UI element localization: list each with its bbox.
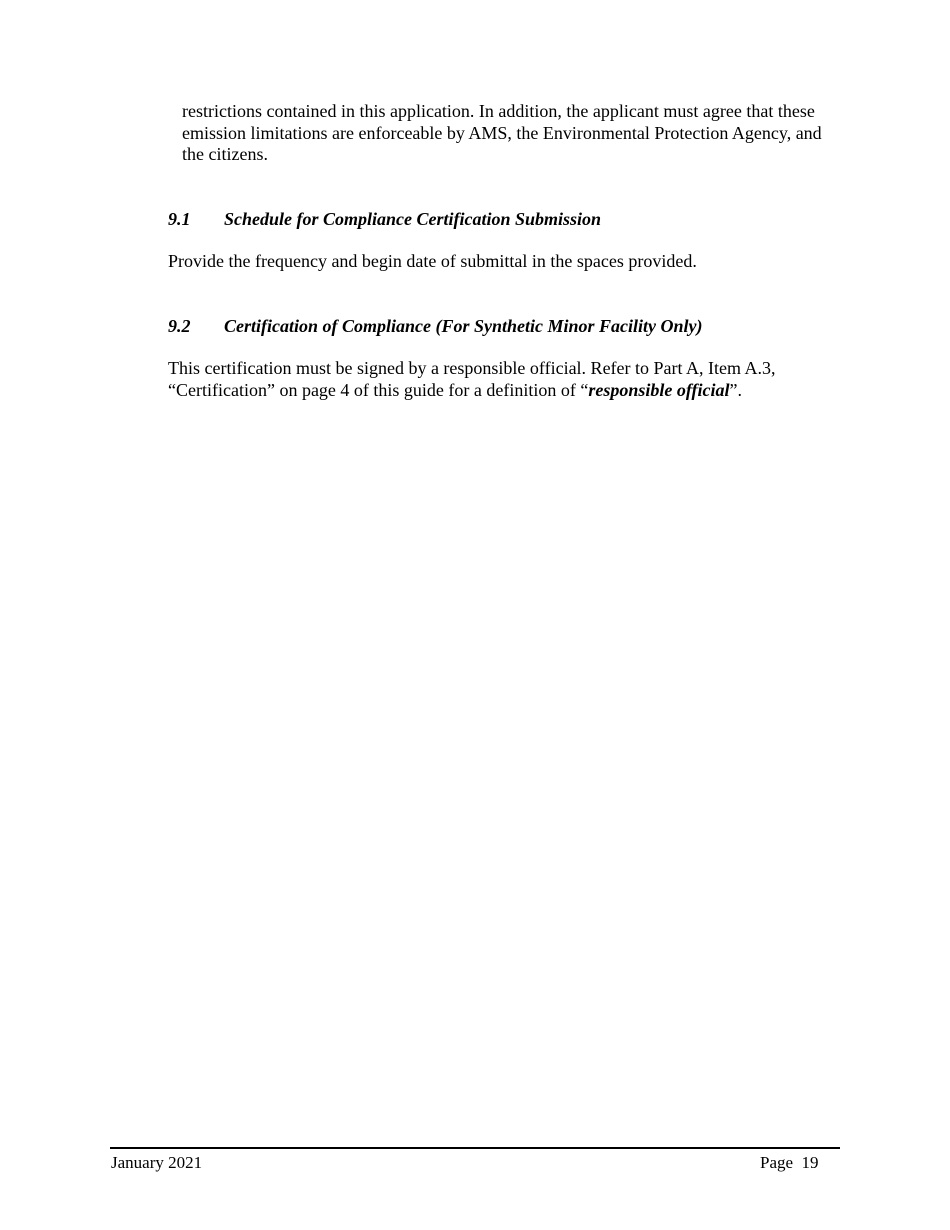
section-title: Schedule for Compliance Certification Submission	[224, 209, 602, 229]
emphasized-term: responsible official	[588, 379, 730, 400]
section-number: 9.1	[168, 209, 191, 229]
section-heading-9-2	[168, 315, 703, 337]
footer-date: January 2021	[111, 1153, 203, 1172]
section-heading-9-1	[168, 208, 601, 230]
continued-paragraph: restrictions contained in this application. In addition, the applicant must agree that these emission limitations are enforceable by AMS, the Environmental Protection Agency, and the citizens.	[182, 101, 822, 164]
section-title: Certification of Compliance (For Synthetic Minor Facility Only)	[224, 316, 703, 336]
footer-divider	[110, 1147, 840, 1149]
footer-page-number: Page 19	[760, 1153, 819, 1172]
paragraph-text-end: ”.	[729, 379, 743, 400]
paragraph-text: This certification must be signed by a responsible official. Refer to Part A, Item A.3, “Certification” on page 4 of this guide for a definition of “	[168, 358, 776, 400]
section-number: 9.2	[168, 316, 191, 336]
section-9-2-paragraph	[168, 358, 828, 401]
section-9-1-paragraph: Provide the frequency and begin date of submittal in the spaces provided.	[168, 251, 697, 271]
